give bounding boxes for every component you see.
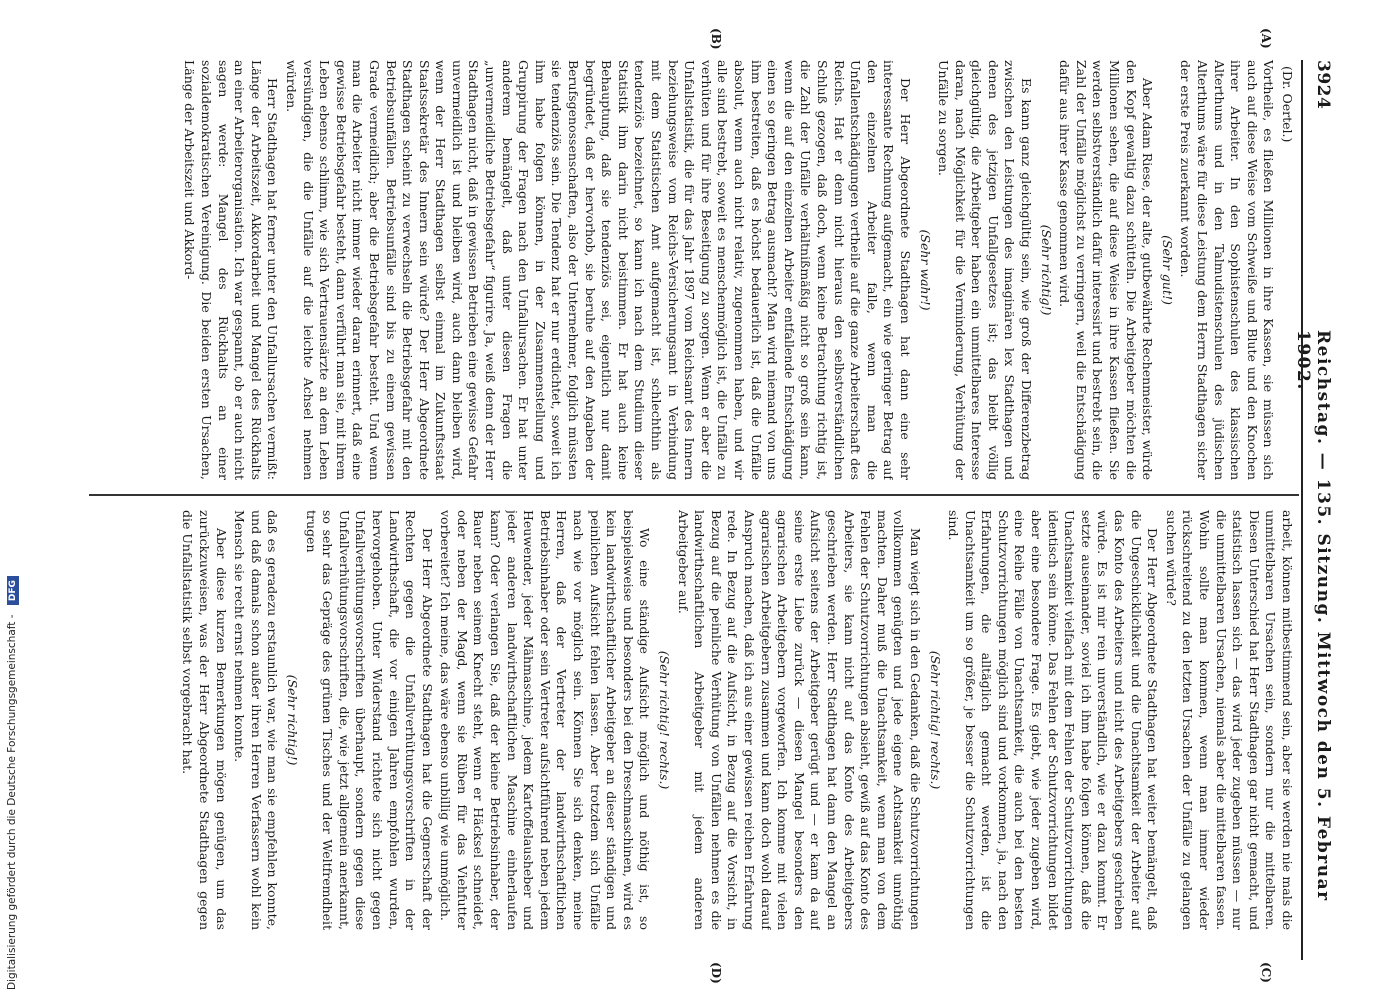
interjection: (Sehr richtig!)	[1038, 224, 1054, 316]
margin-mark-b: (B)	[709, 28, 723, 50]
left-column	[85, 60, 1295, 480]
interjection: (Sehr gut!)	[1159, 235, 1175, 305]
paragraph: Der Herr Abgeordnete Stadthagen hat weiter bemängelt, daß die Ungeschicklichkeit und die Unachtsamkeit der Arbeiter auf das Konto des Arbeiters und nicht des Arbeitgebers geschrieben würde. Es ist mir rein unverständlich, wie er dazu kommt. Er setzte auseinander, soviel ich ihm habe folgen können, daß die Unachtsamkeit vielfach mit dem Fehlen der Schutzvorrichtungen identisch sein könne. Das Fehlen der Schutzvorrichtungen bildet aber eine besondere Frage. Es giebt, wie jeder zugeben wird, eine Reihe Fälle von Unachtsamkeit, die auch bei den besten Schutzvorrichtungen möglich sind und vorkommen, ja, nach den Erfahrungen, die alltäglich gemacht werden, ist die Unachtsamkeit um so größer, je besser die Schutzvorrichtungen sind.	[946, 510, 1161, 930]
paragraph: Aber Adam Riese, der alte, gutbewährte Rechenmeister, würde den Kopf gewaltig dazu schütteln. Die Arbeitgeber möchten die Millionen sehen, die auf diese Weise in ihre Kassen fließen. Sie werden selbstverständlich dafür interessirt und bestrebt sein, die Zahl der Unfälle möglichst zu verringern, weil die Entschädigung dafür aus ihrer Kasse genommen wird.	[1057, 60, 1156, 480]
speaker-label: (Dr. Oertel.)	[1280, 66, 1295, 143]
paragraph: Der Herr Abgeordnete Stadthagen hat die Gegnerschaft der Rechten gegen die Unfallverhütungsvorschriften in der Landwirthschaft, die vor einigen Jahren empfohlen wurden, hervorgehoben. Unter Widerstand richtete sich nicht gegen Unfallverhütungsvorschriften überhaupt, sondern gegen diese Unfallverhütungsvorschriften, die, wie jetzt allgemein anerkannt, so sehr das Gepräge des grünen Tisches und der Weltfremdheit trugen	[303, 510, 435, 930]
margin-mark-a: (A)	[1259, 28, 1273, 49]
paragraph: Herr Stadthagen hat ferner unter den Unfallursachen vermißt: Länge der Arbeitszeit, Akkordarbeit und Mangel des Rückhalts an einer Arbeiterorganisation. Ich war gespannt, ob er auch nicht sagen werde: Mangel des Rückhalts an einer sozialdemokratischen Vereinigung. Die beiden ersten Ursachen, Länge der Arbeitszeit und Akkord-	[182, 60, 281, 480]
paragraph: Man wiegt sich in den Gedanken, daß die Schutzvorrichtungen vollkommen genügten und jede eigene Achtsamkeit unnöthig machten. Daher muß die Unachtsamkeit, wenn man von dem Fehlen der Schutzvorrichtungen absieht, gewiß auf das Konto des Arbeiters, sie kann nicht auf das Konto des Arbeitgebers geschrieben werden. Herr Stadthagen hat dann den Mangel an Aufsicht seitens der Arbeitgeber gerügt und — er kam da auf seine erste Liebe zurück — diesen Mangel besonders den agrarischen Arbeitgebern vorgeworfen. Ich komme mit vielen agrarischen Arbeitgebern zusammen und kann doch wohl darauf Anspruch machen, daß ich aus einer gewissen reichen Erfahrung rede. In Bezug auf die Aufsicht, in Bezug auf die Vorsicht, in Bezug auf die peinliche Verhütung von Unfällen nehmen es die landwirthschaftlichen Arbeitgeber mit jedem anderen Arbeitgeber auf.	[675, 510, 923, 930]
column-divider	[89, 494, 1299, 496]
margin-mark-d: (D)	[709, 962, 723, 984]
page-title: Reichstag. — 135. Sitzung. Mittwoch den 5. Februar 1902.	[1293, 330, 1333, 902]
credit-text-wrapper	[6, 0, 19, 990]
paragraph: arbeit, können mitbestimmend sein, aber sie werden nie mals die unmittelbaren Ursachen sein, sondern nur die mittelbaren. Diesen Unterschied hat Herr Stadthagen gar nicht gemacht, und statistisch lassen sich — das wird jeder zugeben müssen — nur die unmittelbaren Ursachen, niemals aber die mittelbaren fassen. Wohin sollte man kommen, wenn man immer wieder rückschreitend zu den letzten Ursachen der Unfälle zu gelangen suchen würde?	[1163, 510, 1295, 930]
paragraph: Der Herr Abgeordnete Stadthagen hat dann eine sehr interessante Rechnung aufgemacht, ein wie geringer Betrag auf den einzelnen Arbeiter falle, wenn man die Unfallentschädigungen vertheile auf die ganze Arbeiterschaft des Reichs. Hat er denn nicht hieraus den selbstverständlichen Schluß gezogen, daß doch, wenn keine Betrachtung richtig ist, die Zahl der Unfälle verhältnißmäßig nicht so groß sein kann, wenn die auf den einzelnen Arbeiter entfallende Entschädigung einen so geringen Betrag ausmacht? Man wird niemand von uns ihm bestreiten, daß es höchst bedauerlich ist, daß die Unfälle absolut, wenn auch nicht relativ, zugenommen haben, und wir alle sind bestrebt, soweit es menschenmöglich ist, die Unfälle zu verhüten und für ihre Beseitigung zu sorgen. Wenn er aber die Unfallstatistik, die für das Jahr 1897 vom Reichsamt des Innern beziehungsweise vom Reichs-Versicherungsamt in Verbindung mit dem Statistischen Amt aufgemacht ist, schlechthin als tendenziös bezeichnet, so kann ich nach dem Studium dieser Statistik ihm darin nicht beistimmen. Er hat auch keine Behauptung, daß sie tendenziös sei, eigentlich nur damit begründet, daß er hervorhob, sie beruhe auf den Angaben der Berufsgenossenschaften, also der Unternehmer, folglich müssten sie tendenziös sein. Die Tendenz hat er nur erdichtet, soweit ich ihm habe folgen können, in der Zusammenstellung und Gruppirung der Fragen nach den Unfallursachen. Er hat unter anderem bemängelt, daß unter diesen Fragen die „unvermeidliche Betriebsgefahr“ figurire. Ja, weiß denn der Herr Stadthagen nicht, daß in gewissen Betrieben eine gewisse Gefahr unvermeidlich ist und bleiben wird, auch dann bleiben wird, wenn der Herr Stadthagen selbst einmal im Zukunftsstaat Staatssekretär des Innern sein würde? Der Herr Abgeordnete Stadthagen scheint zu verwechseln die Betriebsgefahr mit den Betriebsunfällen. Betriebsunfälle sind bis zu einem gewissen Grade vermeidlich; aber die Betriebsgefahr besteht. Und wenn man die Arbeiter nicht immer wieder daran erinnert, daß eine gewisse Betriebsgefahr besteht, dann verführt man sie, mit ihrem Leben ebenso schlimm, wie sich Vertrauensärzte an dem Leben versündigen, die die Unfälle auf die leichte Achsel nehmen würden.	[283, 60, 913, 480]
dfg-logo: DFG	[7, 576, 19, 605]
header-rule	[1301, 60, 1303, 960]
paragraph: Aber diese kurzen Bemerkungen mögen genügen, um das zurückzuweisen, was der Herr Abgeordnete Stadthagen gegen die Unfallstatistik selbst vorgebracht hat.	[180, 510, 229, 930]
page-header	[1293, 60, 1333, 960]
interjection: (Sehr wahr!)	[917, 229, 933, 311]
paragraph: Wo eine ständige Aufsicht möglich und nöthig ist, so beispielsweise und besonders bei den Dreschmaschinen, wird es kein landwirthschaftlicher Arbeitgeber an dieser ständigen und peinlichen Aufsicht fehlen lassen. Aber trotzdem sich Unfälle nach wie vor möglich sein. Können Sie sich denken, meine Herren, daß der Vertreter der landwirthschaftlichen Betriebsinhaber oder sein Vertreter aufsichtführend neben jedem Heuwender, jeder Mähmaschine, jedem Kartoffelausheber und jeder anderen landwirthschaftlichen Maschine einherlaufen kann? Oder verlangen Sie, daß der kleine Betriebsinhaber, der Bauer neben seinem Knecht steht, wenn er Häcksel schneidet, oder neben der Magd, wenn sie Rüben für das Viehfutter vorbereitet? Ich meine, das wäre ebenso unbillig wie unmöglich.	[438, 510, 653, 930]
digitization-credit	[0, 0, 30, 1000]
paragraph: daß es geradezu erstaunlich war, wie man sie empfehlen konnte, und daß damals schon außer ihren Herren Verfassern wohl kein Mensch sie recht ernst nehmen konnte.	[232, 510, 281, 930]
right-column	[85, 510, 1295, 930]
interjection: (Sehr richtig! rechts.)	[657, 650, 673, 790]
interjection: (Sehr richtig! rechts.)	[927, 650, 943, 790]
margin-mark-c: (C)	[1259, 962, 1273, 983]
paragraph: Es kann ganz gleichgültig sein, wie groß der Differenzbetrag zwischen den Leistungen des imaginären lex Stadthagen und denen des jetzigen Unfallgesetzes ist; das bleibt völlig gleichgültig, die Arbeitgeber haben ein unmittelbares Interesse daran, nach Möglichkeit für die Verminderung, Verhütung der Unfälle zu sorgen.	[936, 60, 1035, 480]
paragraph: Vortheile, es fließen Millionen in ihre Kassen, sie müssen sich auch auf diese Weise vom Schweiße und Blute und den Knochen ihrer Arbeiter. In den Sophistenschulen des klassischen Alterthums und in den Talmudistenschulen des jüdischen Alterthums wäre für diese Leistung dem Herrn Stadthagen sicher der erste Preis zuerkannt worden.	[1178, 60, 1277, 480]
page-number: 3924	[1313, 60, 1333, 110]
interjection: (Sehr richtig!)	[284, 674, 300, 766]
credit-text: Digitalisierung gefördert durch die Deutsche Forschungsgemeinschaft -	[6, 614, 18, 990]
